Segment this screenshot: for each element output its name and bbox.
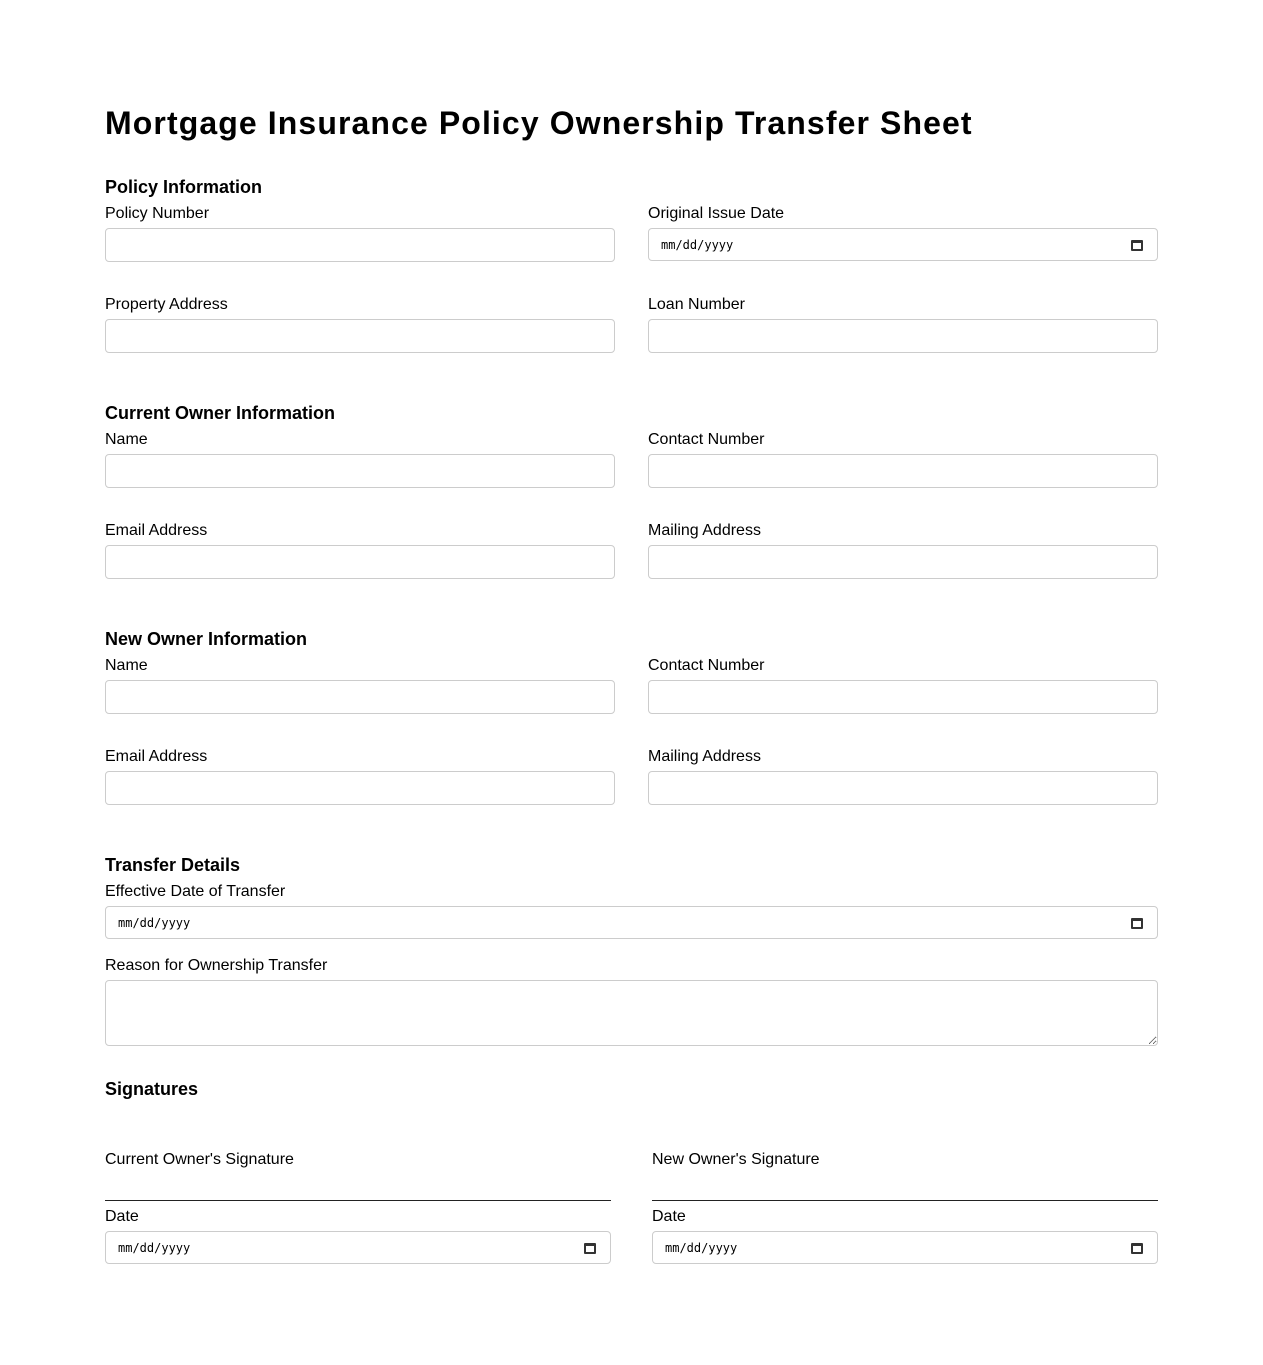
current-owner-signature-block xyxy=(105,1100,611,1264)
current-owner-name-field xyxy=(105,424,615,488)
property-address-label: Property Address xyxy=(105,296,228,313)
property-address-input[interactable] xyxy=(105,319,615,353)
date-placeholder: mm/dd/yyyy xyxy=(665,1240,738,1255)
loan-number-field xyxy=(648,289,1158,353)
current-owner-signature-label: Current Owner's Signature xyxy=(105,1151,294,1168)
effective-date-label: Effective Date of Transfer xyxy=(105,883,286,900)
current-owner-mailing-label: Mailing Address xyxy=(648,522,761,539)
page-title: Mortgage Insurance Policy Ownership Transfer Sheet xyxy=(105,105,973,141)
new-owner-email-label: Email Address xyxy=(105,748,208,765)
reason-textarea[interactable] xyxy=(105,980,1158,1046)
current-owner-contact-input[interactable] xyxy=(648,454,1158,488)
new-owner-contact-field xyxy=(648,650,1158,714)
new-owner-date-label: Date xyxy=(652,1208,686,1225)
new-owner-contact-input[interactable] xyxy=(648,680,1158,714)
new-owner-signature-line[interactable] xyxy=(652,1200,1158,1201)
new-owner-mailing-label: Mailing Address xyxy=(648,748,761,765)
new-owner-mailing-input[interactable] xyxy=(648,771,1158,805)
original-issue-date-field xyxy=(648,198,1158,262)
policy-number-label: Policy Number xyxy=(105,205,210,222)
new-owner-signature-block xyxy=(652,1100,1158,1264)
new-owner-name-input[interactable] xyxy=(105,680,615,714)
current-owner-mailing-input[interactable] xyxy=(648,545,1158,579)
calendar-icon[interactable] xyxy=(584,1242,596,1254)
current-owner-date-input[interactable] xyxy=(105,1231,611,1264)
original-issue-date-label: Original Issue Date xyxy=(648,205,785,222)
reason-field xyxy=(105,950,1158,1046)
effective-date-input[interactable] xyxy=(105,906,1158,939)
current-owner-date-label: Date xyxy=(105,1208,139,1225)
current-owner-name-input[interactable] xyxy=(105,454,615,488)
policy-number-input[interactable] xyxy=(105,228,615,262)
calendar-icon[interactable] xyxy=(1131,239,1143,251)
current-owner-section xyxy=(105,402,1158,579)
current-owner-name-label: Name xyxy=(105,431,148,448)
new-owner-date-input[interactable] xyxy=(652,1231,1158,1264)
section-heading-transfer: Transfer Details xyxy=(105,855,241,875)
section-heading-policy: Policy Information xyxy=(105,177,263,197)
date-placeholder: mm/dd/yyyy xyxy=(118,1240,191,1255)
new-owner-name-field xyxy=(105,650,615,714)
loan-number-label: Loan Number xyxy=(648,296,745,313)
transfer-details-section xyxy=(105,854,1158,1046)
effective-date-field xyxy=(105,876,1158,939)
date-placeholder: mm/dd/yyyy xyxy=(118,915,191,930)
new-owner-section xyxy=(105,628,1158,805)
section-heading-signatures: Signatures xyxy=(105,1079,199,1099)
current-owner-email-input[interactable] xyxy=(105,545,615,579)
property-address-field xyxy=(105,289,615,353)
new-owner-contact-label: Contact Number xyxy=(648,657,765,674)
loan-number-input[interactable] xyxy=(648,319,1158,353)
new-owner-email-field xyxy=(105,741,615,805)
new-owner-email-input[interactable] xyxy=(105,771,615,805)
policy-number-field xyxy=(105,198,615,262)
current-owner-signature-line[interactable] xyxy=(105,1200,611,1201)
signatures-section xyxy=(105,1078,1158,1264)
original-issue-date-input[interactable] xyxy=(648,228,1158,261)
current-owner-mailing-field xyxy=(648,515,1158,579)
calendar-icon[interactable] xyxy=(1131,917,1143,929)
current-owner-contact-field xyxy=(648,424,1158,488)
policy-information-section xyxy=(105,176,1158,353)
section-heading-current-owner: Current Owner Information xyxy=(105,403,336,423)
current-owner-email-field xyxy=(105,515,615,579)
section-heading-new-owner: New Owner Information xyxy=(105,629,308,649)
calendar-icon[interactable] xyxy=(1131,1242,1143,1254)
new-owner-name-label: Name xyxy=(105,657,148,674)
current-owner-email-label: Email Address xyxy=(105,522,208,539)
date-placeholder: mm/dd/yyyy xyxy=(661,237,734,252)
new-owner-mailing-field xyxy=(648,741,1158,805)
new-owner-signature-label: New Owner's Signature xyxy=(652,1151,820,1168)
reason-label: Reason for Ownership Transfer xyxy=(105,957,328,974)
current-owner-contact-label: Contact Number xyxy=(648,431,765,448)
